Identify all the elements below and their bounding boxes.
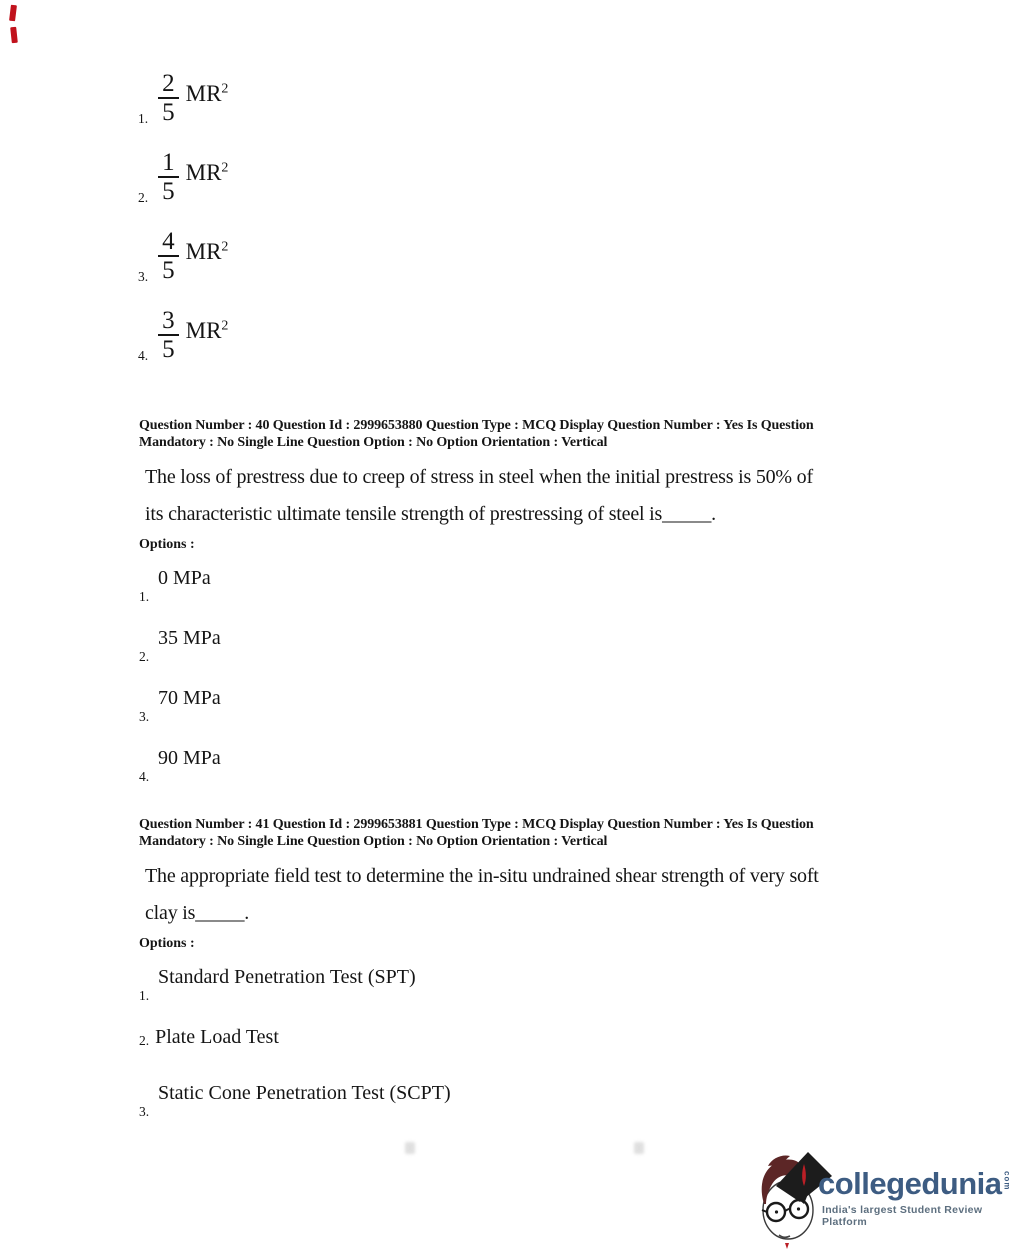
logo-text-row (818, 1168, 1011, 1200)
scan-smudge (634, 1142, 644, 1154)
question-metadata (139, 417, 889, 451)
fraction (158, 71, 179, 125)
option-row (138, 70, 228, 125)
option-row (139, 685, 889, 724)
option-row (139, 625, 889, 664)
fraction-denominator: 5 (162, 178, 175, 205)
brand-name: collegedunia (818, 1166, 1002, 1201)
option-text: 90 MPa (158, 747, 221, 769)
option-number: 3. (138, 269, 149, 284)
metadata-line: Mandatory : No Single Line Question Option : No Option Orientation : Vertical (139, 834, 608, 849)
question-40 (139, 417, 889, 805)
option-row (139, 964, 889, 1003)
option-number: 4. (138, 348, 149, 363)
option-number: 3. (139, 709, 150, 724)
fraction-term: $MR^2$ (185, 159, 229, 185)
question-text-line: The loss of prestress due to creep of stress in steel when the initial prestress is 50% of (145, 466, 813, 488)
option-row (139, 745, 889, 784)
option-number: 1. (139, 988, 150, 1003)
metadata-line: Question Number : 41 Question Id : 2999653881 Question Type : MCQ Display Question Number : Yes Is Question (139, 817, 814, 832)
previous-question-options (138, 70, 228, 386)
option-row (138, 307, 228, 362)
fraction (158, 308, 179, 362)
fraction-term: $MR^2$ (185, 238, 229, 264)
fraction-numerator: 1 (158, 150, 179, 178)
option-number: 1. (138, 111, 149, 126)
question-text-line: The appropriate field test to determine the in-situ undrained shear strength of very soft (145, 865, 819, 887)
option-number: 2. (138, 190, 149, 205)
red-corner-mark (9, 5, 17, 22)
option-text: 35 MPa (158, 627, 221, 649)
options-list (139, 565, 889, 784)
scan-smudge (405, 1142, 415, 1154)
option-number: 2. (139, 1033, 150, 1048)
fraction-numerator: 3 (158, 308, 179, 336)
fraction-denominator: 5 (162, 257, 175, 284)
option-row (138, 228, 228, 283)
question-41 (139, 816, 889, 1140)
option-text: 70 MPa (158, 687, 221, 709)
option-number: 3. (139, 1104, 150, 1119)
option-text: 0 MPa (158, 567, 211, 589)
fraction-term: $MR^2$ (185, 80, 229, 106)
collegedunia-logo (752, 1146, 1012, 1258)
option-row (138, 149, 228, 204)
brand-tagline: India's largest Student Review Platform (822, 1204, 983, 1228)
option-row (139, 565, 889, 604)
question-text-line: its characteristic ultimate tensile strength of prestressing of steel is_____. (145, 503, 716, 525)
options-label: Options : (139, 936, 195, 951)
option-number: 1. (139, 589, 150, 604)
option-text: Plate Load Test (155, 1026, 279, 1048)
option-text: Standard Penetration Test (SPT) (158, 966, 416, 988)
fraction (158, 229, 179, 283)
options-label: Options : (139, 537, 195, 552)
option-number: 2. (139, 649, 150, 664)
fraction-denominator: 5 (162, 336, 175, 363)
question-text (139, 459, 889, 533)
question-metadata (139, 816, 889, 850)
brand-domain: com (1002, 1171, 1012, 1191)
option-text: Static Cone Penetration Test (SCPT) (158, 1082, 451, 1104)
fraction-term: $MR^2$ (185, 317, 229, 343)
metadata-line: Mandatory : No Single Line Question Option : No Option Orientation : Vertical (139, 435, 608, 450)
fraction-numerator: 2 (158, 71, 179, 99)
option-row (139, 1024, 889, 1050)
question-text (139, 858, 889, 932)
fraction (158, 150, 179, 204)
options-list (139, 964, 889, 1119)
fraction-numerator: 4 (158, 229, 179, 257)
fraction-denominator: 5 (162, 99, 175, 126)
red-corner-mark (10, 27, 18, 44)
question-text-line: clay is_____. (145, 902, 250, 924)
option-number: 4. (139, 769, 150, 784)
metadata-line: Question Number : 40 Question Id : 2999653880 Question Type : MCQ Display Question Number : Yes Is Question (139, 418, 814, 433)
option-row (139, 1080, 889, 1119)
